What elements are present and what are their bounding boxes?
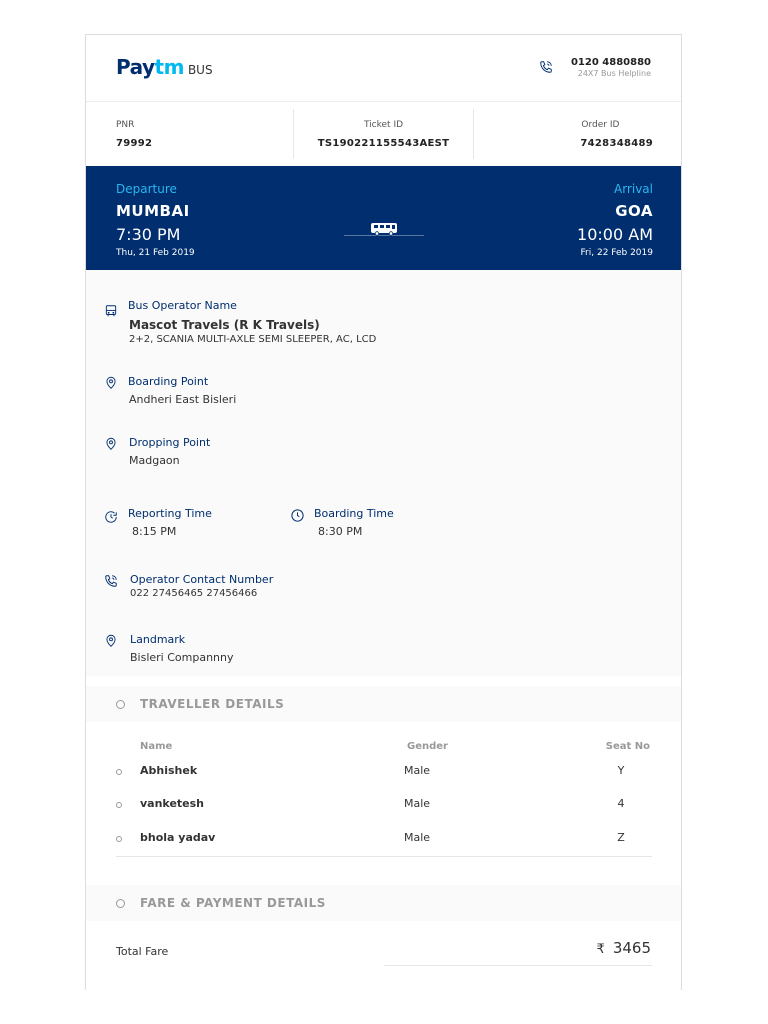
paytm-logo: Paytm — [116, 55, 184, 79]
departure-label: Departure — [116, 182, 177, 196]
helpline — [571, 57, 651, 78]
col-header-gender: Gender — [407, 741, 448, 752]
departure-city: MUMBAI — [116, 202, 190, 220]
pnr-value: 79992 — [116, 138, 153, 149]
order-id-block — [580, 109, 653, 159]
paytm-bus-logo — [116, 55, 213, 79]
bullet-icon — [116, 836, 122, 842]
operator-bus-type: 2+2, SCANIA MULTI-AXLE SEMI SLEEPER, AC, LCD — [129, 334, 377, 345]
fare-section-title: FARE & PAYMENT DETAILS — [140, 896, 326, 910]
landmark-value: Bisleri Compannny — [130, 651, 234, 664]
order-id-label: Order ID — [581, 120, 620, 130]
location-pin-icon — [104, 375, 118, 394]
traveller-section-header — [86, 686, 682, 722]
dropping-point-label: Dropping Point — [129, 436, 211, 449]
phone-icon — [104, 573, 118, 592]
landmark-label: Landmark — [130, 633, 186, 646]
boarding-point-label: Boarding Point — [128, 375, 209, 388]
traveller-name: vanketesh — [140, 797, 205, 810]
operator-contact-value[interactable]: 022 27456465 27456466 — [130, 588, 258, 599]
arrival-date: Fri, 22 Feb 2019 — [580, 248, 653, 258]
ticket-header — [86, 35, 682, 102]
divider — [384, 965, 652, 966]
reporting-time-value: 8:15 PM — [132, 525, 177, 538]
circle-icon — [116, 700, 125, 709]
traveller-gender: Male — [404, 797, 431, 810]
traveller-name: Abhishek — [140, 764, 198, 777]
traveller-seat: Y — [617, 764, 625, 777]
ticket-id-value: TS190221155543AEST — [317, 138, 450, 149]
journey-banner — [86, 166, 682, 270]
boarding-time-detail — [290, 507, 394, 538]
boarding-point-detail — [104, 375, 236, 406]
divider — [116, 856, 652, 857]
helpline-number[interactable]: 0120 4880880 — [570, 57, 651, 68]
trip-details — [86, 270, 682, 676]
bus-outline-icon — [104, 303, 118, 322]
operator-name: Mascot Travels (R K Travels) — [129, 318, 320, 332]
arrival-block — [577, 182, 653, 258]
order-id-value: 7428348489 — [580, 138, 653, 149]
traveller-section-title: TRAVELLER DETAILS — [140, 697, 285, 711]
logo-bus-text: BUS — [187, 63, 213, 77]
col-header-name: Name — [140, 741, 173, 752]
pnr-label: PNR — [116, 120, 135, 130]
helpline-label: 24X7 Bus Helpline — [577, 69, 651, 78]
booking-ids — [86, 103, 682, 166]
operator-contact-detail — [104, 573, 273, 599]
arrival-label: Arrival — [614, 182, 653, 196]
boarding-point-value: Andheri East Bisleri — [129, 393, 237, 406]
departure-block — [116, 182, 195, 258]
table-row — [86, 829, 682, 849]
table-row — [86, 795, 682, 815]
bullet-icon — [116, 769, 122, 775]
phone-icon — [539, 59, 553, 78]
traveller-name: bhola yadav — [140, 831, 216, 844]
reporting-time-detail — [104, 507, 212, 538]
bus-ticket — [85, 34, 682, 990]
circle-icon — [116, 899, 125, 908]
table-row — [86, 762, 682, 782]
departure-date: Thu, 21 Feb 2019 — [116, 248, 195, 258]
ticket-id-label: Ticket ID — [363, 120, 404, 130]
bullet-icon — [116, 802, 122, 808]
departure-time: 7:30 PM — [116, 225, 181, 244]
traveller-seat: Z — [617, 831, 625, 844]
dropping-point-value: Madgaon — [129, 454, 180, 467]
dropping-point-detail — [104, 436, 210, 467]
arrival-time: 10:00 AM — [577, 225, 653, 244]
boarding-time-label: Boarding Time — [314, 507, 394, 520]
traveller-gender: Male — [404, 764, 431, 777]
clock-icon — [290, 508, 305, 527]
total-fare-value: 3465 — [612, 939, 651, 957]
traveller-gender: Male — [404, 831, 431, 844]
fare-section-header — [86, 885, 682, 921]
operator-detail — [104, 299, 376, 345]
id-divider — [473, 109, 474, 159]
bus-icon — [370, 221, 398, 240]
clock-arrow-icon — [104, 509, 118, 528]
operator-contact-label: Operator Contact Number — [130, 573, 274, 586]
traveller-seat: 4 — [617, 797, 625, 810]
landmark-detail — [104, 633, 234, 664]
rupee-icon: ₹ — [596, 942, 605, 957]
location-pin-icon — [104, 436, 118, 455]
location-pin-icon — [104, 633, 118, 652]
boarding-time-value: 8:30 PM — [318, 525, 363, 538]
total-fare-label: Total Fare — [116, 945, 169, 958]
reporting-time-label: Reporting Time — [128, 507, 212, 520]
col-header-seat: Seat No — [605, 741, 650, 752]
arrival-city: GOA — [615, 202, 653, 220]
total-fare-amount — [597, 939, 651, 957]
operator-label: Bus Operator Name — [128, 299, 237, 312]
ticket-id-block — [294, 109, 473, 159]
pnr-block — [116, 109, 152, 159]
